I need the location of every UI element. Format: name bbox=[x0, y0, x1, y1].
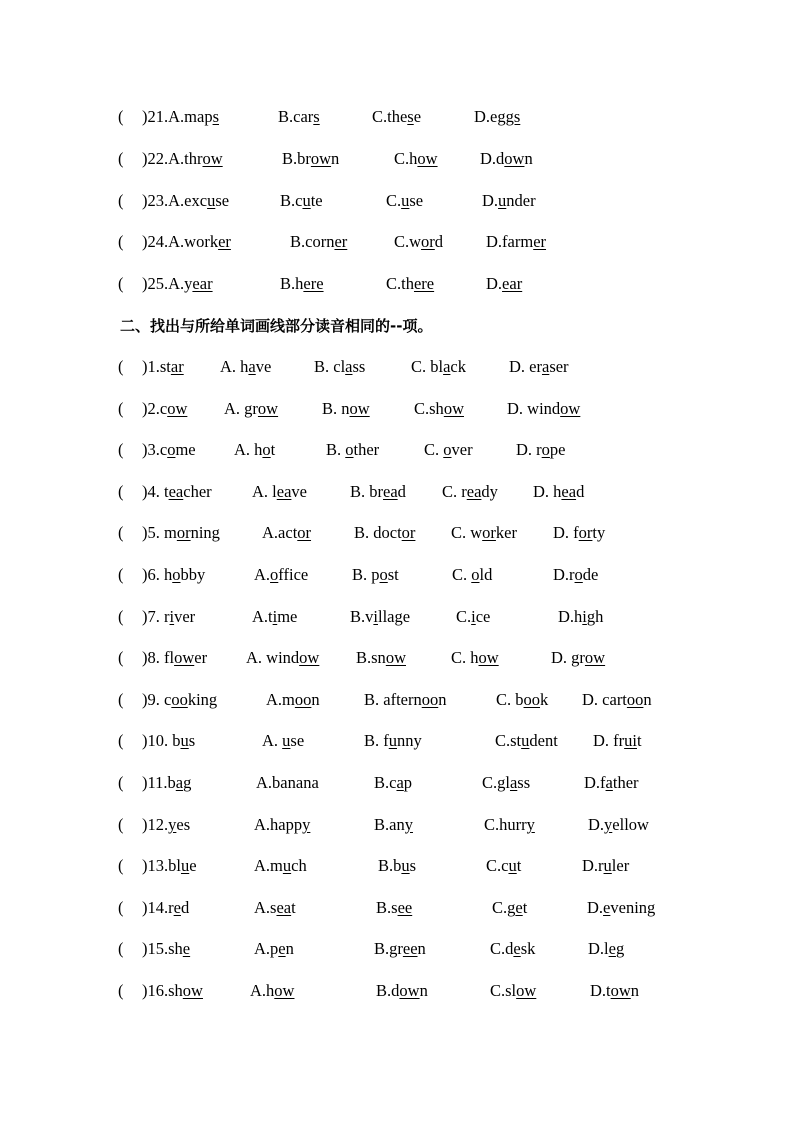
underlined-letters: ow bbox=[310, 149, 332, 168]
question-word: )25.A.year bbox=[142, 274, 213, 293]
question-row bbox=[0, 104, 794, 130]
underlined-letters: ow bbox=[182, 981, 203, 1000]
underlined-letters: er bbox=[533, 232, 547, 251]
option-word: C. ready bbox=[442, 482, 498, 501]
underlined-letters: u bbox=[180, 856, 190, 875]
option-word: B.see bbox=[376, 898, 413, 917]
option-word: B. post bbox=[352, 565, 399, 584]
answer-blank[interactable]: ( bbox=[118, 191, 124, 210]
underlined-letters: ere bbox=[413, 274, 435, 293]
answer-blank[interactable]: ( bbox=[118, 440, 124, 459]
underlined-letters: a bbox=[509, 773, 518, 792]
answer-blank[interactable]: ( bbox=[118, 357, 124, 376]
option-word: B.brown bbox=[282, 149, 340, 168]
option-word: C.desk bbox=[490, 939, 536, 958]
underlined-letters: oo bbox=[294, 690, 312, 709]
question-word: )23.A.excuse bbox=[142, 191, 230, 210]
option-word: B.down bbox=[376, 981, 428, 1000]
option-word: C.use bbox=[386, 191, 424, 210]
option-word: C.hurry bbox=[484, 815, 535, 834]
option-word: D.town bbox=[590, 981, 640, 1000]
underlined-letters: u bbox=[603, 856, 612, 875]
question-word: )10. bus bbox=[142, 731, 196, 750]
option-word: C.there bbox=[386, 274, 435, 293]
option-word: C. worker bbox=[451, 523, 517, 542]
underlined-letters: ow bbox=[167, 399, 188, 418]
underlined-letters: u bbox=[401, 191, 410, 210]
underlined-letters: o bbox=[574, 565, 583, 584]
option-word: C. over bbox=[424, 440, 473, 459]
option-word: B.bus bbox=[378, 856, 417, 875]
option-word: B. other bbox=[326, 440, 380, 459]
underlined-letters: e bbox=[513, 939, 521, 958]
option-word: A. hot bbox=[234, 440, 276, 459]
option-word: A.actor bbox=[262, 523, 312, 542]
option-word: D.father bbox=[584, 773, 639, 792]
option-word: A.banana bbox=[256, 773, 319, 792]
option-word: C.how bbox=[394, 149, 438, 168]
underlined-letters: o bbox=[471, 565, 480, 584]
answer-blank[interactable]: ( bbox=[118, 648, 124, 667]
underlined-letters: u bbox=[180, 731, 189, 750]
answer-blank[interactable]: ( bbox=[118, 981, 124, 1000]
underlined-letters: ow bbox=[174, 648, 195, 667]
underlined-letters: s bbox=[212, 107, 219, 126]
option-word: D. forty bbox=[553, 523, 606, 542]
underlined-letters: ow bbox=[274, 981, 295, 1000]
underlined-letters: oo bbox=[421, 690, 439, 709]
underlined-letters: or bbox=[578, 523, 593, 542]
underlined-letters: u bbox=[302, 191, 311, 210]
underlined-letters: ere bbox=[303, 274, 324, 293]
option-word: D.eggs bbox=[474, 107, 521, 126]
underlined-letters: ow bbox=[417, 149, 438, 168]
option-word: A. have bbox=[220, 357, 272, 376]
underlined-letters: ow bbox=[385, 648, 406, 667]
question-row bbox=[0, 562, 794, 588]
underlined-letters: gs bbox=[505, 107, 521, 126]
question-row bbox=[0, 853, 794, 879]
underlined-letters: y bbox=[302, 815, 311, 834]
option-word: D.leg bbox=[588, 939, 625, 958]
underlined-letters: o bbox=[262, 440, 271, 459]
question-word: )4. teacher bbox=[142, 482, 212, 501]
answer-blank[interactable]: ( bbox=[118, 232, 124, 251]
underlined-letters: ea bbox=[276, 898, 292, 917]
option-word: C.get bbox=[492, 898, 528, 917]
underlined-letters: oo bbox=[523, 690, 541, 709]
option-word: D.evening bbox=[587, 898, 656, 917]
answer-blank[interactable]: ( bbox=[118, 856, 124, 875]
question-word: )8. flower bbox=[142, 648, 208, 667]
underlined-letters: a bbox=[541, 357, 550, 376]
answer-blank[interactable]: ( bbox=[118, 274, 124, 293]
underlined-letters: or bbox=[482, 523, 496, 542]
option-word: A.time bbox=[252, 607, 298, 626]
option-word: D.ruler bbox=[582, 856, 630, 875]
underlined-letters: or bbox=[421, 232, 435, 251]
underlined-letters: ee bbox=[397, 898, 413, 917]
underlined-letters: a bbox=[175, 773, 184, 792]
question-word: )14.red bbox=[142, 898, 190, 917]
underlined-letters: e bbox=[515, 898, 523, 917]
option-word: C.word bbox=[394, 232, 444, 251]
option-word: B. doctor bbox=[354, 523, 416, 542]
underlined-letters: o bbox=[379, 565, 388, 584]
question-row bbox=[0, 770, 794, 796]
option-word: A.how bbox=[250, 981, 295, 1000]
question-word: )16.show bbox=[142, 981, 203, 1000]
option-word: C. old bbox=[452, 565, 493, 584]
underlined-letters: er bbox=[334, 232, 348, 251]
underlined-letters: i bbox=[471, 607, 476, 626]
underlined-letters: or bbox=[176, 523, 191, 542]
underlined-letters: i bbox=[373, 607, 378, 626]
underlined-letters: o bbox=[345, 440, 354, 459]
question-row bbox=[0, 188, 794, 214]
underlined-letters: a bbox=[605, 773, 613, 792]
underlined-letters: ui bbox=[624, 731, 637, 750]
question-row bbox=[0, 520, 794, 546]
question-word: )12.yes bbox=[142, 815, 191, 834]
question-word: )1.star bbox=[142, 357, 184, 376]
underlined-letters: u bbox=[508, 856, 517, 875]
answer-blank[interactable]: ( bbox=[118, 690, 124, 709]
underlined-letters: oo bbox=[626, 690, 644, 709]
underlined-letters: a bbox=[443, 357, 451, 376]
option-word: B. now bbox=[322, 399, 370, 418]
question-word: )3.come bbox=[142, 440, 196, 459]
question-row bbox=[0, 687, 794, 713]
question-word: )7. river bbox=[142, 607, 196, 626]
underlined-letters: a bbox=[248, 357, 256, 376]
underlined-letters: e bbox=[173, 898, 181, 917]
underlined-letters: ow bbox=[560, 399, 581, 418]
option-word: B.here bbox=[280, 274, 324, 293]
answer-blank[interactable]: ( bbox=[118, 149, 124, 168]
underlined-letters: u bbox=[498, 191, 507, 210]
option-word: A. grow bbox=[224, 399, 279, 418]
underlined-letters: y bbox=[404, 815, 413, 834]
option-word: D. eraser bbox=[509, 357, 569, 376]
underlined-letters: ee bbox=[402, 939, 418, 958]
underlined-letters: ow bbox=[299, 648, 320, 667]
underlined-letters: u bbox=[282, 731, 291, 750]
option-word: B.corner bbox=[290, 232, 348, 251]
question-row bbox=[0, 146, 794, 172]
underlined-letters: o bbox=[167, 440, 176, 459]
answer-blank[interactable]: ( bbox=[118, 399, 124, 418]
answer-blank[interactable]: ( bbox=[118, 607, 124, 626]
underlined-letters: i bbox=[272, 607, 278, 626]
option-word: C. book bbox=[496, 690, 549, 709]
option-word: A.much bbox=[254, 856, 307, 875]
option-word: D.down bbox=[480, 149, 533, 168]
underlined-letters: or bbox=[297, 523, 312, 542]
question-word: )5. morning bbox=[142, 523, 220, 542]
underlined-letters: u bbox=[521, 731, 530, 750]
underlined-letters: o bbox=[172, 565, 181, 584]
question-row bbox=[0, 479, 794, 505]
underlined-letters: oo bbox=[171, 690, 188, 709]
option-word: B.cap bbox=[374, 773, 413, 792]
question-row bbox=[0, 645, 794, 671]
option-word: D. head bbox=[533, 482, 585, 501]
underlined-letters: e bbox=[182, 939, 191, 958]
underlined-letters: ow bbox=[610, 981, 631, 1000]
underlined-letters: ow bbox=[443, 399, 464, 418]
underlined-letters: ea bbox=[168, 482, 184, 501]
option-word: D. window bbox=[507, 399, 581, 418]
option-word: B.snow bbox=[356, 648, 406, 667]
question-row bbox=[0, 437, 794, 463]
option-word: B.any bbox=[374, 815, 413, 834]
underlined-letters: e bbox=[608, 939, 616, 958]
option-word: B. bread bbox=[350, 482, 406, 501]
question-word: )11.bag bbox=[142, 773, 192, 792]
answer-blank[interactable]: ( bbox=[118, 482, 124, 501]
option-word: A.pen bbox=[254, 939, 294, 958]
underlined-letters: a bbox=[345, 357, 353, 376]
answer-blank[interactable]: ( bbox=[118, 939, 124, 958]
underlined-letters: ea bbox=[561, 482, 577, 501]
underlined-letters: er bbox=[218, 232, 231, 251]
answer-blank[interactable]: ( bbox=[118, 898, 124, 917]
underlined-letters: ow bbox=[504, 149, 525, 168]
option-word: D. rope bbox=[516, 440, 566, 459]
question-row bbox=[0, 396, 794, 422]
underlined-letters: ow bbox=[202, 149, 223, 168]
option-word: B.village bbox=[350, 607, 411, 626]
underlined-letters: ea bbox=[383, 482, 398, 501]
question-row bbox=[0, 895, 794, 921]
question-row bbox=[0, 271, 794, 297]
question-word: )9. cooking bbox=[142, 690, 218, 709]
option-word: D.yellow bbox=[588, 815, 649, 834]
underlined-letters: s bbox=[313, 107, 320, 126]
option-word: A.happy bbox=[254, 815, 311, 834]
option-word: A. leave bbox=[252, 482, 307, 501]
option-word: B. funny bbox=[364, 731, 422, 750]
question-row bbox=[0, 728, 794, 754]
option-word: B. class bbox=[314, 357, 366, 376]
option-word: A. use bbox=[262, 731, 305, 750]
underlined-letters: s bbox=[407, 107, 414, 126]
underlined-letters: ow bbox=[257, 399, 279, 418]
underlined-letters: u bbox=[388, 731, 397, 750]
question-word: )21.A.maps bbox=[142, 107, 219, 126]
option-word: C.glass bbox=[482, 773, 531, 792]
underlined-letters: u bbox=[282, 856, 292, 875]
option-word: D. cartoon bbox=[582, 690, 652, 709]
underlined-letters: ow bbox=[516, 981, 537, 1000]
underlined-letters: y bbox=[526, 815, 535, 834]
question-row bbox=[0, 354, 794, 380]
underlined-letters: ar bbox=[170, 357, 184, 376]
option-word: C.cut bbox=[486, 856, 522, 875]
option-word: A.office bbox=[254, 565, 309, 584]
answer-blank[interactable]: ( bbox=[118, 773, 124, 792]
question-word: )2.cow bbox=[142, 399, 188, 418]
question-word: )24.A.worker bbox=[142, 232, 231, 251]
option-word: C. how bbox=[451, 648, 499, 667]
question-word: )13.blue bbox=[142, 856, 197, 875]
underlined-letters: o bbox=[443, 440, 452, 459]
underlined-letters: u bbox=[207, 191, 216, 210]
underlined-letters: o bbox=[270, 565, 279, 584]
option-word: C.slow bbox=[490, 981, 537, 1000]
underlined-letters: ear bbox=[192, 274, 213, 293]
underlined-letters: y bbox=[604, 815, 613, 834]
underlined-letters: u bbox=[401, 856, 410, 875]
option-word: C.ice bbox=[456, 607, 491, 626]
option-word: D.farmer bbox=[486, 232, 547, 251]
underlined-letters: ea bbox=[466, 482, 482, 501]
option-word: A.seat bbox=[254, 898, 296, 917]
option-word: C.show bbox=[414, 399, 464, 418]
answer-blank[interactable]: ( bbox=[118, 107, 124, 126]
option-word: D.under bbox=[482, 191, 536, 210]
question-row bbox=[0, 812, 794, 838]
underlined-letters: i bbox=[582, 607, 587, 626]
underlined-letters: y bbox=[168, 815, 177, 834]
question-row bbox=[0, 978, 794, 1004]
option-word: A. window bbox=[246, 648, 320, 667]
underlined-letters: ow bbox=[584, 648, 606, 667]
option-word: B.cute bbox=[280, 191, 323, 210]
option-word: A.moon bbox=[266, 690, 320, 709]
underlined-letters: ow bbox=[349, 399, 370, 418]
underlined-letters: ow bbox=[399, 981, 420, 1000]
option-word: D. grow bbox=[551, 648, 606, 667]
question-word: )15.she bbox=[142, 939, 191, 958]
underlined-letters: ow bbox=[478, 648, 499, 667]
underlined-letters: e bbox=[603, 898, 611, 917]
section-2-title: 二、找出与所给单词画线部分读音相同的--项。 bbox=[120, 317, 433, 335]
option-word: D.rode bbox=[553, 565, 599, 584]
option-word: B.cars bbox=[278, 107, 320, 126]
option-word: D.high bbox=[558, 607, 604, 626]
underlined-letters: a bbox=[396, 773, 404, 792]
answer-blank[interactable]: ( bbox=[118, 731, 124, 750]
answer-blank[interactable]: ( bbox=[118, 565, 124, 584]
underlined-letters: o bbox=[541, 440, 550, 459]
underlined-letters: i bbox=[169, 607, 175, 626]
underlined-letters: or bbox=[401, 523, 416, 542]
option-word: B. afternoon bbox=[364, 690, 447, 709]
question-row bbox=[0, 229, 794, 255]
answer-blank[interactable]: ( bbox=[118, 523, 124, 542]
option-word: C.these bbox=[372, 107, 422, 126]
question-row bbox=[0, 936, 794, 962]
question-row bbox=[0, 604, 794, 630]
answer-blank[interactable]: ( bbox=[118, 815, 124, 834]
underlined-letters: ea bbox=[276, 482, 292, 501]
option-word: C. black bbox=[411, 357, 466, 376]
option-word: C.student bbox=[495, 731, 558, 750]
option-word: D. fruit bbox=[593, 731, 642, 750]
option-word: D.ear bbox=[486, 274, 523, 293]
underlined-letters: e bbox=[278, 939, 286, 958]
option-word: B.green bbox=[374, 939, 426, 958]
underlined-letters: ear bbox=[502, 274, 523, 293]
question-word: )6. hobby bbox=[142, 565, 206, 584]
question-word: )22.A.throw bbox=[142, 149, 223, 168]
